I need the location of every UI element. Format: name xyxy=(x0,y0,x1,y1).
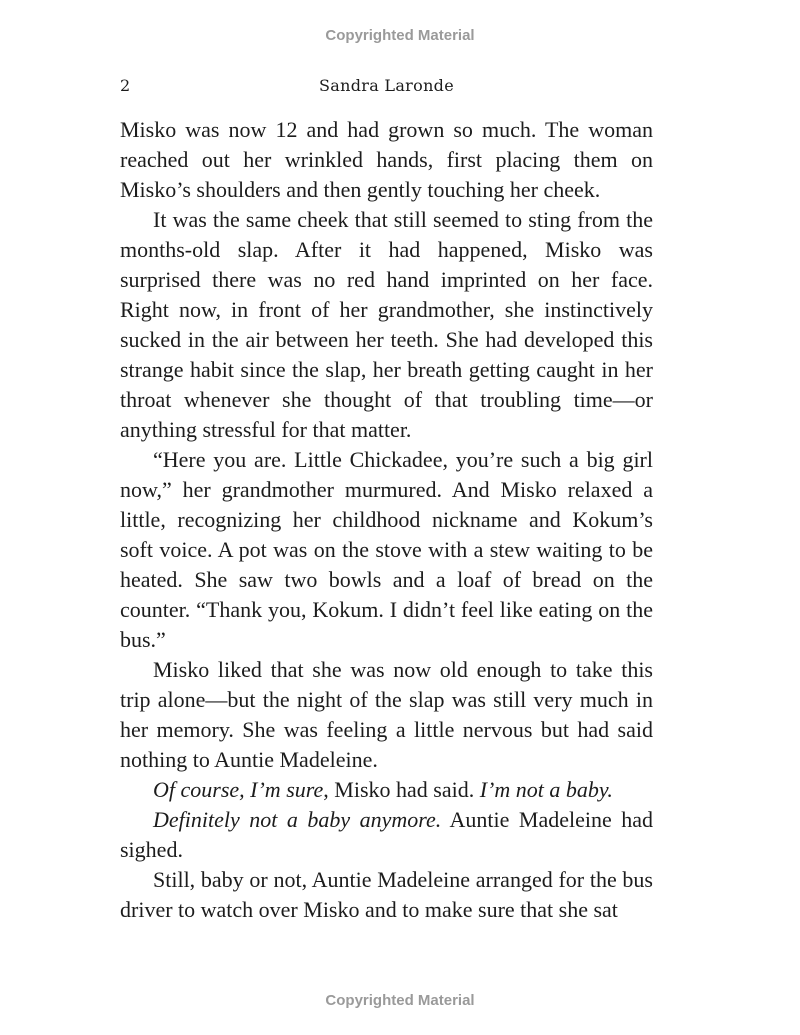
watermark-top: Copyrighted Material xyxy=(325,27,475,44)
paragraph: It was the same cheek that still seemed to sting from the months-old slap. After it had happened, Misko was surprised there was no red hand imprinted on her face. Right now, in front of her grandmother, she instinctively sucked in the air between her teeth. She had developed this strange habit since the slap, her breath getting caught in her throat whenever she thought of that troubling time—or anything stressful for that matter. xyxy=(120,207,653,442)
paragraph: Still, baby or not, Auntie Madeleine arranged for the bus driver to watch over Misko and to make sure that she sat xyxy=(120,867,653,922)
italic-text: I’m not a baby. xyxy=(479,777,613,802)
paragraph xyxy=(120,775,653,805)
running-head xyxy=(120,76,653,100)
paragraph: “Here you are. Little Chickadee, you’re such a big girl now,” her grandmother murmured. And Misko relaxed a little, recognizing her childhood nickname and Kokum’s soft voice. A pot was on the stove with a stew waiting to be heated. She saw two bowls and a loaf of bread on the counter. “Thank you, Kokum. I didn’t feel like eating on the bus.” xyxy=(120,447,653,652)
paragraph: Misko liked that she was now old enough to take this trip alone—but the night of the slap was still very much in her memory. She was feeling a little nervous but had said nothing to Auntie Madeleine. xyxy=(120,657,653,772)
paragraph xyxy=(120,805,653,865)
page-number: 2 xyxy=(120,76,131,95)
paragraph-text: Auntie Madeleine had sighed. xyxy=(120,807,653,862)
paragraph-text: , Misko had said. xyxy=(323,777,480,802)
author-name: Sandra Laronde xyxy=(319,76,454,95)
italic-text: Of course, I’m sure xyxy=(153,777,324,802)
paragraph: Misko was now 12 and had grown so much. The woman reached out her wrinkled hands, first placing them on Misko’s shoulders and then gently touching her cheek. xyxy=(120,117,653,202)
body-text xyxy=(120,115,653,925)
italic-text: Definitely not a baby anymore. xyxy=(153,807,442,832)
watermark-bottom: Copyrighted Material xyxy=(325,992,475,1009)
